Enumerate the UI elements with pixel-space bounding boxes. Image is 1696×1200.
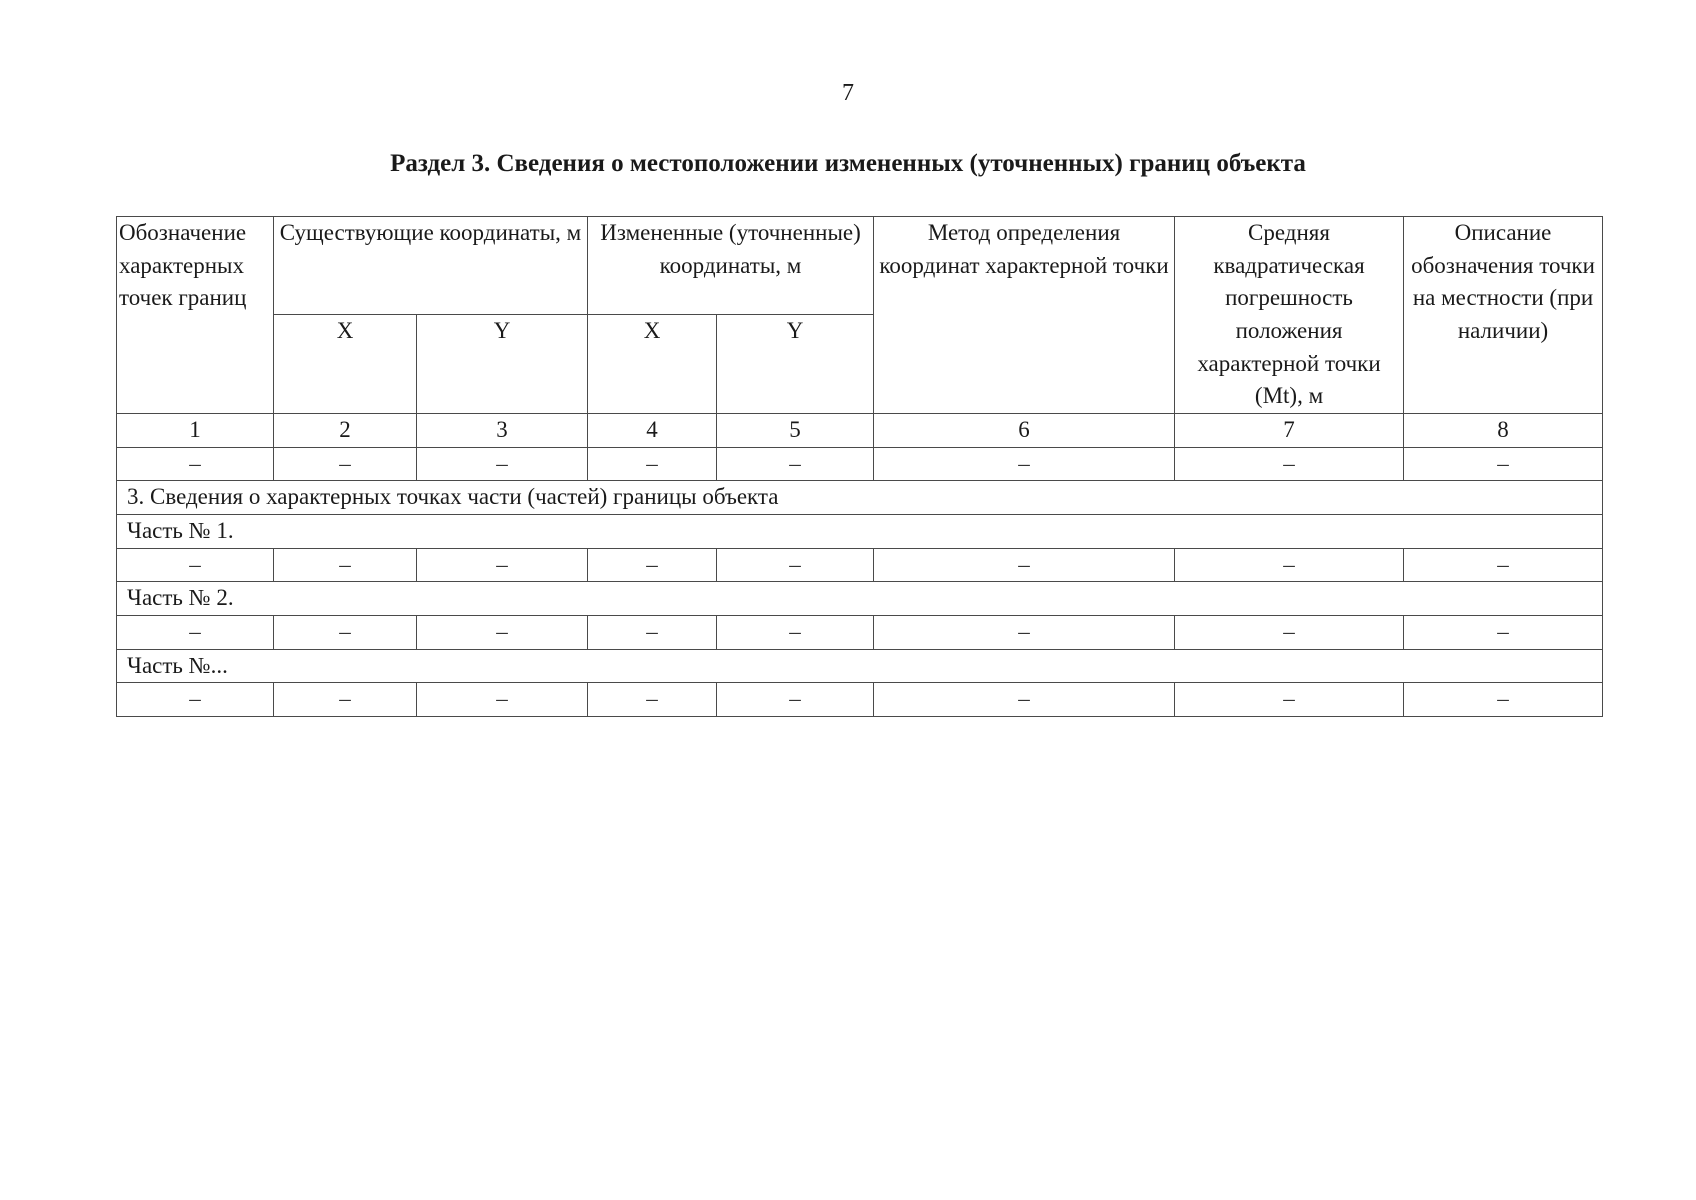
empty-cell-dash: –	[1404, 447, 1603, 481]
empty-cell-dash: –	[1404, 548, 1603, 582]
empty-cell-dash: –	[588, 615, 717, 649]
column-number: 7	[1175, 413, 1404, 447]
empty-cell-dash: –	[717, 447, 874, 481]
boundary-coordinates-table	[116, 216, 1603, 717]
column-number: 4	[588, 413, 717, 447]
column-number: 8	[1404, 413, 1603, 447]
empty-cell-dash: –	[717, 615, 874, 649]
column-number: 3	[417, 413, 588, 447]
header-existing-x: X	[274, 314, 417, 413]
empty-cell-dash: –	[874, 615, 1175, 649]
empty-cell-dash: –	[417, 447, 588, 481]
column-number-row	[117, 413, 1603, 447]
empty-cell-dash: –	[117, 548, 274, 582]
empty-cell-dash: –	[588, 683, 717, 717]
column-number: 1	[117, 413, 274, 447]
empty-cell-dash: –	[417, 683, 588, 717]
empty-cell-dash: –	[874, 548, 1175, 582]
table-row	[117, 615, 1603, 649]
table-row	[117, 447, 1603, 481]
header-existing-y: Y	[417, 314, 588, 413]
empty-cell-dash: –	[117, 615, 274, 649]
header-existing-coordinates: Существующие координаты, м	[274, 217, 588, 315]
empty-cell-dash: –	[588, 548, 717, 582]
part-1-label: Часть № 1.	[117, 514, 1603, 548]
header-changed-y: Y	[717, 314, 874, 413]
empty-cell-dash: –	[274, 447, 417, 481]
empty-cell-dash: –	[117, 447, 274, 481]
table-row	[117, 683, 1603, 717]
empty-cell-dash: –	[274, 548, 417, 582]
empty-cell-dash: –	[1175, 548, 1404, 582]
column-number: 5	[717, 413, 874, 447]
table-row	[117, 548, 1603, 582]
header-changed-x: X	[588, 314, 717, 413]
subsection-row	[117, 481, 1603, 515]
part-row	[117, 649, 1603, 683]
empty-cell-dash: –	[588, 447, 717, 481]
empty-cell-dash: –	[1404, 615, 1603, 649]
header-point-description: Описание обозначения точки на местности (при наличии)	[1404, 217, 1603, 414]
empty-cell-dash: –	[1175, 683, 1404, 717]
header-mean-square-error: Средняя квадратическая погрешность положения характерной точки (Mt), м	[1175, 217, 1404, 414]
header-determination-method: Метод определения координат характерной точки	[874, 217, 1175, 414]
empty-cell-dash: –	[274, 615, 417, 649]
empty-cell-dash: –	[717, 548, 874, 582]
subsection-title: 3. Сведения о характерных точках части (частей) границы объекта	[117, 481, 1603, 515]
page-number: 7	[842, 80, 854, 106]
column-number: 6	[874, 413, 1175, 447]
empty-cell-dash: –	[1404, 683, 1603, 717]
empty-cell-dash: –	[117, 683, 274, 717]
empty-cell-dash: –	[1175, 615, 1404, 649]
empty-cell-dash: –	[417, 548, 588, 582]
column-number: 2	[274, 413, 417, 447]
header-row-top	[117, 217, 1603, 315]
header-point-designation: Обозначение характерных точек границ	[117, 217, 274, 414]
empty-cell-dash: –	[274, 683, 417, 717]
empty-cell-dash: –	[874, 447, 1175, 481]
part-n-label: Часть №...	[117, 649, 1603, 683]
empty-cell-dash: –	[874, 683, 1175, 717]
empty-cell-dash: –	[417, 615, 588, 649]
header-changed-coordinates: Измененные (уточненные) координаты, м	[588, 217, 874, 315]
section-title: Раздел 3. Сведения о местоположении измененных (уточненных) границ объекта	[390, 150, 1306, 177]
empty-cell-dash: –	[1175, 447, 1404, 481]
empty-cell-dash: –	[717, 683, 874, 717]
part-2-label: Часть № 2.	[117, 582, 1603, 616]
part-row	[117, 514, 1603, 548]
part-row	[117, 582, 1603, 616]
